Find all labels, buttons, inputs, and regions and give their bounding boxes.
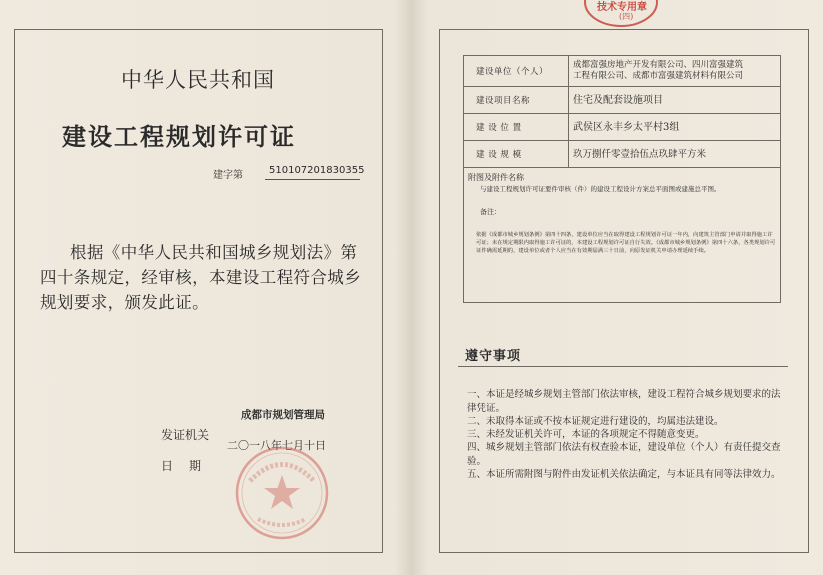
scale-label: 建 设 规 模 bbox=[464, 141, 569, 168]
certificate-number-underline bbox=[265, 179, 360, 180]
attachments-cell bbox=[464, 168, 781, 303]
certificate-number: 510107201830355 bbox=[269, 165, 365, 176]
compliance-rule-2: 二、未取得本证或不按本证规定进行建设的，均属违法建设。 bbox=[467, 416, 724, 427]
attachments-title: 附图及附件名称 bbox=[468, 173, 524, 182]
certificate-body-line-3: 规划要求，颁发此证。 bbox=[40, 293, 209, 312]
unit-label: 建设单位（个人） bbox=[464, 56, 569, 87]
certificate-body-line-1: 根据《中华人民共和国城乡规划法》第 bbox=[70, 243, 358, 262]
compliance-title: 遵守事项 bbox=[465, 349, 522, 364]
permit-info-table bbox=[463, 55, 781, 303]
official-seal-stamp bbox=[232, 443, 332, 543]
notes-label: 备注： bbox=[480, 208, 501, 216]
attachments-description: 与建设工程规划许可证要件审核（件）的建设工程设计方案总平面图或建施总平图。 bbox=[480, 185, 721, 193]
certificate-body-line-2: 四十条规定，经审核，本建设工程符合城乡 bbox=[40, 268, 362, 287]
project-name-label: 建设项目名称 bbox=[464, 87, 569, 114]
technical-seal-number: (四) bbox=[619, 12, 634, 21]
issue-date: 二〇一八年七月十日 bbox=[227, 439, 326, 452]
scale-value: 玖万捌仟零壹拾伍点玖肆平方米 bbox=[569, 141, 781, 168]
unit-value-line-1: 成都富强房地产开发有限公司、四川富强建筑 bbox=[573, 60, 744, 70]
unit-value-line-2: 工程有限公司、成都市富强建筑材料有限公司 bbox=[573, 71, 744, 81]
compliance-rule-3: 三、未经发证机关许可，本证的各项规定不得随意变更。 bbox=[467, 429, 705, 440]
country-name: 中华人民共和国 bbox=[121, 68, 275, 92]
issuing-authority-label: 发证机关 bbox=[161, 428, 210, 442]
table-row bbox=[464, 141, 781, 168]
table-row bbox=[464, 168, 781, 303]
certificate-number-label: 建字第 bbox=[213, 170, 243, 181]
compliance-divider bbox=[458, 366, 788, 367]
table-row bbox=[464, 56, 781, 87]
certificate-title: 建设工程规划许可证 bbox=[62, 122, 296, 151]
technical-seal-text: 技术专用章 bbox=[597, 2, 647, 13]
location-value: 武侯区永丰乡太平村3组 bbox=[569, 114, 781, 141]
issuing-authority: 成都市规划管理局 bbox=[241, 409, 325, 421]
compliance-rule-5: 五、本证所需附图与附件由发证机关依法确定，与本证具有同等法律效力。 bbox=[467, 469, 781, 480]
location-label: 建 设 位 置 bbox=[464, 114, 569, 141]
notes-fine-print: 依据《成都市城乡规划条例》第四十四条，建设单位应当在取得建设工程规划许可证一年内，向建筑主管部门申请并取得施工许可证；未在规定期限内取得施工许可证的，本建设工程规划许可证自行失效。《成都市城乡规划条例》第四十六条，各类规划许可证件确需延期的，建设单位或者个人应当在有效期届满三十日前，向原发证机关申请办理延续手续。 bbox=[476, 232, 776, 254]
table-row bbox=[464, 114, 781, 141]
issue-date-label: 日 期 bbox=[161, 459, 204, 473]
compliance-rule-4: 四、城乡规划主管部门依法有权查验本证，建设单位（个人）有责任提交查验。 bbox=[467, 442, 781, 467]
compliance-rule-1: 一、本证是经城乡规划主管部门依法审核，建设工程符合城乡规划要求的法律凭证。 bbox=[467, 389, 781, 414]
project-name-value: 住宅及配套设施项目 bbox=[569, 87, 781, 114]
table-row bbox=[464, 87, 781, 114]
unit-value bbox=[569, 56, 781, 87]
